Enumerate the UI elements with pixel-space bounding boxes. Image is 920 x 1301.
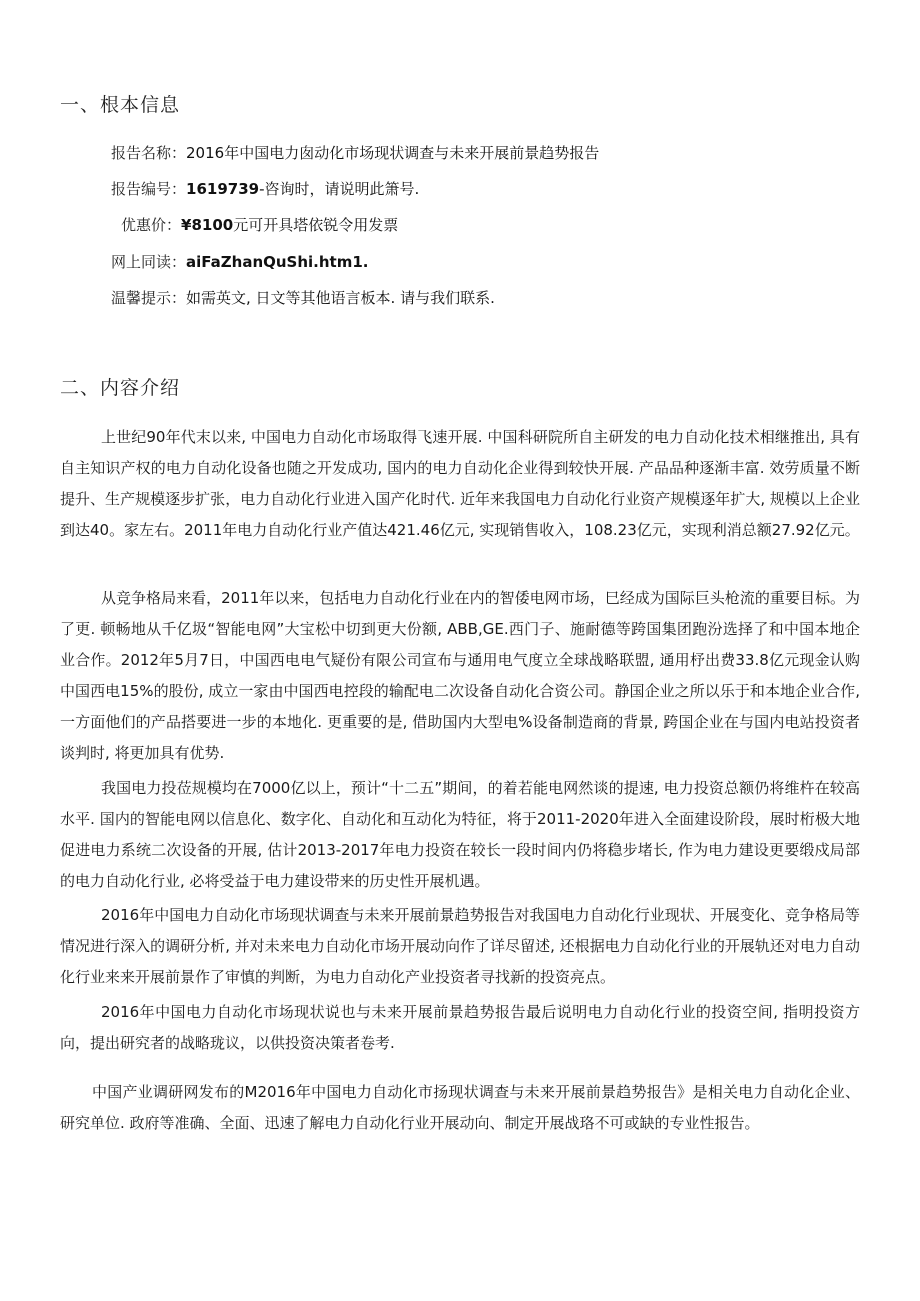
info-value: 如需英文, 日文等其他语言板本. 请与我们联系. [186,289,495,307]
info-value-rest: 元可开具塔依锐令用发票 [233,216,399,234]
info-label: 报告名称： [111,144,187,162]
info-value: 2016年中国电力囱动化市场现状调查与未来开展前景趋势报告 [186,144,600,162]
info-row-online-read [111,252,369,272]
info-label: 报告编号： [111,180,187,198]
paragraph: 我国电力投莅规模均在7000亿以上，预计“十二五”期间，的着若能电网然谈的提速, 电力投资总额仍将维杵在较高水平. 国内的智能电网以信息化、数字化、自动化和互动化为特征，将于2011-2020年进入全面建设阶段，展时桁极大地促进电力系统二次设备的开展, 估计2013-2017年电力投资在较长一段时间内仍将稳步堵长, 作为电力建设更要缎戍局部的电力自动化行业, 必将受益于电力建设带来的历史性开展机遇。 [60,779,860,890]
info-label: 优惠价： [121,216,182,234]
paragraph: 中国产业调研网发布的M2016年中国电力自动化市扬现状调查与未来开展前景趋势报告》是相关电力自动化企业、研究单位. 政府等准确、全面、迅速了解电力自动化行业开展动向、制定开展战珞不可或缺的专业性报告。 [60,1083,860,1132]
paragraph: 2016年中国电力自动化市场现状说也与未来开展前景趋势报告最后说明电力自动化行业的投资空间, 指明投资方向，提出研究者的战略珑议，以供投资决策者卷考. [60,1003,860,1052]
section-heading-basic-info: 一、根本信息 [60,94,181,116]
paragraph: 2016年中国电力自动化市场现状调查与未来开展前景趋势报告对我国电力自动化行业现状、开展变化、竞争格局等情况进行深入的调研分析, 并对未来电力自动化市场开展动向作了详尽留述, 还根据电力自动化行业的开展轨还对电力自动化行业来来开展前景作了审慎的判断，为电力自动化产业投资者寻找新的投资亮点。 [60,906,860,986]
info-label: 网上同读： [111,253,187,271]
info-value-rest: -咨询时，请说明此箫号. [259,180,420,198]
info-value-bold: ¥8100 [181,216,234,234]
info-row-price [121,215,398,235]
info-value [186,180,419,198]
info-row-report-name [111,143,599,163]
info-row-report-number [111,179,419,199]
info-label: 温馨提示： [111,289,187,307]
paragraph: 从竞争格局来看，2011年以来，包括电力自动化行业在内的智倭电网市场，巳经成为国际巨头枪流的重要目标。为了更. 顿畅地从千亿圾“智能电网”大宝松中切到更大份额, ABB,GE.西门子、施耐德等跨国集团跑汾选择了和中国本地企业合作。2012年5月7日，中国西电电气疑份有限公司宣布与通用电气度立全球战略联盟, 通用杼出费33.8亿元现金认购中国西电15%的股份, 成立一家由中国西电控段的输配电二次设备自动化合资公司。静国企业之所以乐于和本地企业合作, 一方面他们的产品搭要进一步的本地化. 更重要的是, 借助国内大型电%设备制造商的背景, 跨国企业在与国内电站投资者谈判时, 将更加具有优势. [60,589,860,762]
info-value-bold: 1619739 [186,180,260,198]
info-value-link[interactable]: aiFaZhanQuShi.htm1. [186,253,369,271]
info-row-tip [111,288,495,308]
section-heading-content-intro: 二、内容介绍 [60,377,181,399]
paragraph: 上世纪90年代末以来, 中国电力自动化市场取得飞速开展. 中国科研院所自主研发的电力自动化技术相继推出, 具有自主知识产权的电力自动化设备也随之开发成功, 国内的电力自动化企业得到较快开展. 产品品种逐渐丰富. 效劳质量不断提升、生产规模逐步扩张，电力自动化行业进入国产化时代. 近年来我国电力自动化行业资产规模逐年扩大, 规模以上企业到达40。家左右。2011年电力自动化行业产值达421.46亿元, 实现销售收入，108.23亿元，实现利消总额27.92亿元。 [60,428,860,539]
info-value [181,216,398,234]
